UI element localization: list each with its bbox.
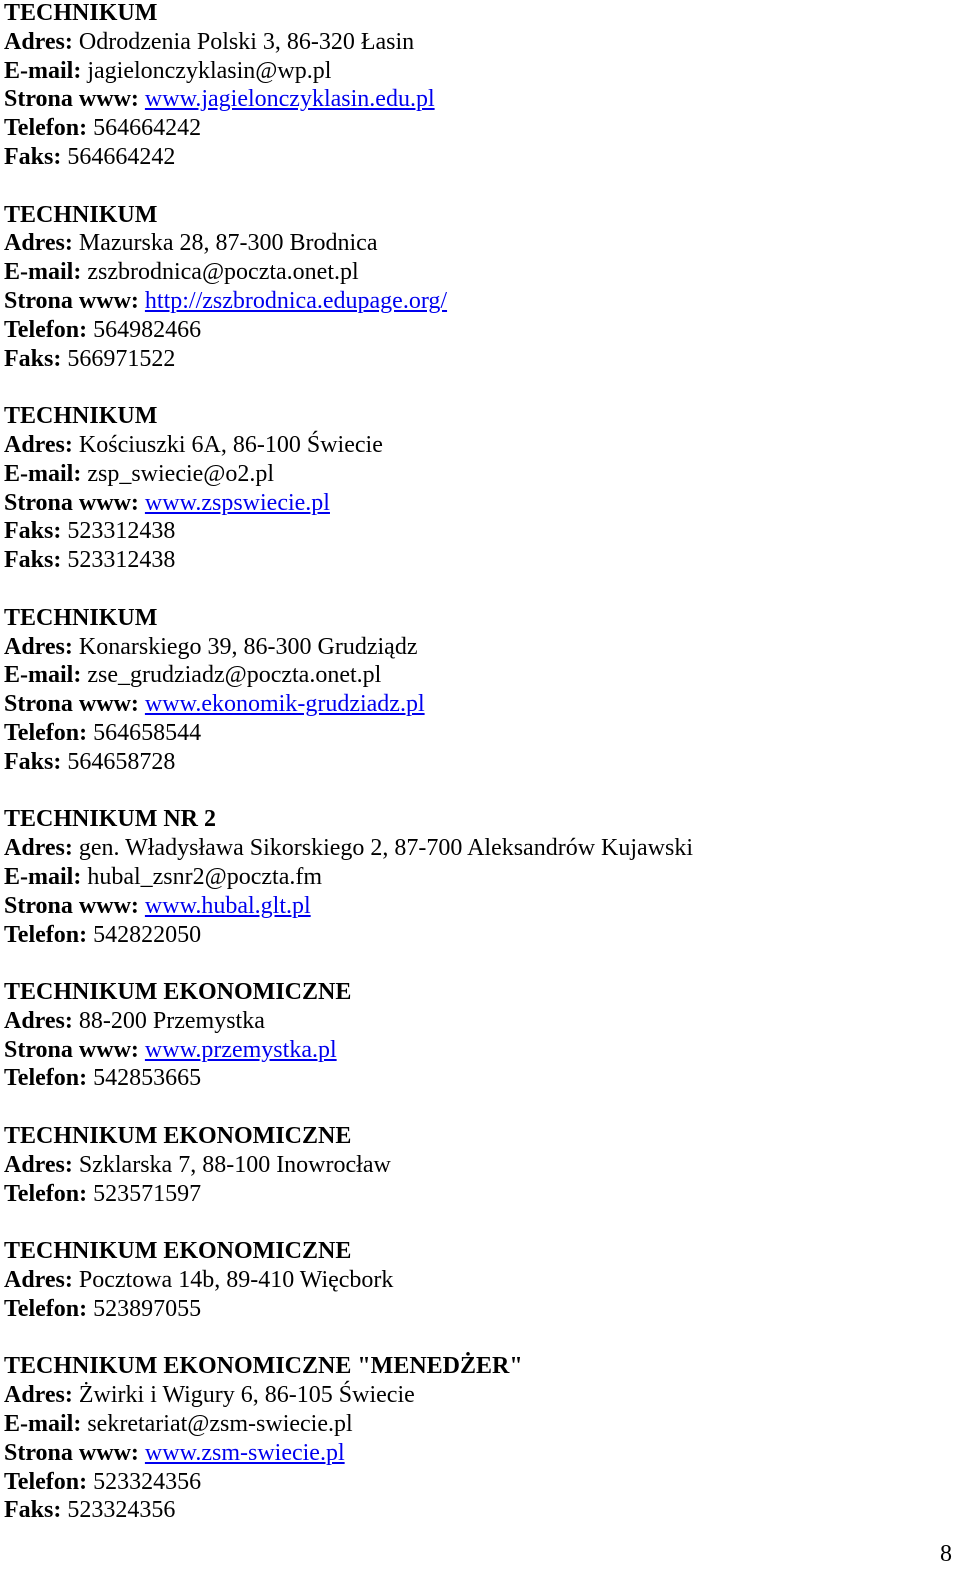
field-value: Żwirki i Wigury 6, 86-105 Świecie — [78, 1382, 415, 1409]
field-value: 564982466 — [93, 316, 202, 343]
school-entry — [4, 1122, 944, 1208]
contact-line — [4, 57, 944, 86]
field-label: Adres: — [4, 230, 73, 257]
field-value: 523571597 — [93, 1180, 202, 1207]
contact-line — [4, 345, 944, 374]
website-link[interactable]: www.hubal.glt.pl — [144, 892, 311, 919]
contact-line — [4, 633, 944, 662]
field-value: 523897055 — [93, 1295, 202, 1322]
field-label: Faks: — [4, 547, 62, 574]
school-entry — [4, 402, 944, 575]
field-label: Faks: — [4, 143, 62, 170]
contact-line — [4, 1266, 944, 1295]
page-number: 8 — [940, 1541, 952, 1567]
contact-line — [4, 229, 944, 258]
website-link[interactable]: www.ekonomik-grudziadz.pl — [144, 691, 425, 718]
school-name: TECHNIKUM EKONOMICZNE — [4, 979, 352, 1006]
field-value: jagielonczyklasin@wp.pl — [87, 57, 332, 84]
contact-line — [4, 748, 944, 777]
school-entry — [4, 805, 944, 949]
contact-line — [4, 489, 944, 518]
contact-line — [4, 28, 944, 57]
field-label: Faks: — [4, 518, 62, 545]
school-name: TECHNIKUM EKONOMICZNE — [4, 1123, 352, 1150]
contact-line — [4, 719, 944, 748]
field-label: Faks: — [4, 748, 62, 775]
field-label: Adres: — [4, 1382, 73, 1409]
contact-line — [4, 316, 944, 345]
contact-line — [4, 1381, 944, 1410]
field-value: 542853665 — [93, 1065, 202, 1092]
field-value: 523312438 — [67, 547, 176, 574]
school-name: TECHNIKUM EKONOMICZNE "MENEDŻER" — [4, 1353, 523, 1380]
field-label: E-mail: — [4, 863, 82, 890]
field-value: 523324356 — [93, 1468, 202, 1495]
field-label: Faks: — [4, 345, 62, 372]
field-label: Adres: — [4, 28, 73, 55]
website-link[interactable]: www.zspswiecie.pl — [144, 489, 330, 516]
school-entry — [4, 0, 944, 172]
contact-line — [4, 114, 944, 143]
field-value: 523312438 — [67, 518, 176, 545]
contact-line — [4, 287, 944, 316]
field-value: Szklarska 7, 88-100 Inowrocław — [78, 1151, 391, 1178]
field-label: Telefon: — [4, 921, 88, 948]
field-label: Strona www: — [4, 1036, 139, 1063]
field-label: Strona www: — [4, 691, 139, 718]
field-label: Telefon: — [4, 1295, 88, 1322]
field-label: Telefon: — [4, 719, 88, 746]
contact-line — [4, 661, 944, 690]
contact-line — [4, 431, 944, 460]
contact-line — [4, 460, 944, 489]
field-label: Strona www: — [4, 489, 139, 516]
contact-line — [4, 1496, 944, 1525]
field-label: Adres: — [4, 633, 73, 660]
field-label: E-mail: — [4, 460, 82, 487]
field-label: Strona www: — [4, 86, 139, 113]
contact-line — [4, 85, 944, 114]
school-name: TECHNIKUM — [4, 403, 158, 430]
field-value: sekretariat@zsm-swiecie.pl — [87, 1411, 353, 1438]
field-value: zse_grudziadz@poczta.onet.pl — [87, 662, 382, 689]
school-entry — [4, 1237, 944, 1323]
contact-line — [4, 143, 944, 172]
field-value: hubal_zsnr2@poczta.fm — [87, 863, 323, 890]
field-value: Konarskiego 39, 86-300 Grudziądz — [78, 633, 418, 660]
field-label: Strona www: — [4, 287, 139, 314]
contact-line — [4, 1468, 944, 1497]
field-label: Telefon: — [4, 316, 88, 343]
field-value: Pocztowa 14b, 89-410 Więcbork — [78, 1267, 394, 1294]
contact-line — [4, 258, 944, 287]
field-label: Adres: — [4, 1151, 73, 1178]
field-value: 566971522 — [67, 345, 176, 372]
website-link[interactable]: www.zsm-swiecie.pl — [144, 1439, 345, 1466]
field-value: 564658544 — [93, 719, 202, 746]
field-label: Telefon: — [4, 1468, 88, 1495]
field-value: 542822050 — [93, 921, 202, 948]
contact-line — [4, 863, 944, 892]
contact-line — [4, 921, 944, 950]
field-value: gen. Władysława Sikorskiego 2, 87-700 Aleksandrów Kujawski — [78, 835, 694, 862]
field-label: E-mail: — [4, 662, 82, 689]
contact-line — [4, 546, 944, 575]
contact-line — [4, 1180, 944, 1209]
field-label: Telefon: — [4, 1065, 88, 1092]
school-name: TECHNIKUM — [4, 604, 158, 631]
field-label: Adres: — [4, 1267, 73, 1294]
field-value: Kościuszki 6A, 86-100 Świecie — [78, 431, 383, 458]
school-entry — [4, 978, 944, 1093]
website-link[interactable]: http://zszbrodnica.edupage.org/ — [144, 287, 448, 314]
school-entry — [4, 604, 944, 777]
school-entry — [4, 201, 944, 374]
field-value: Odrodzenia Polski 3, 86-320 Łasin — [78, 28, 415, 55]
contact-line — [4, 1410, 944, 1439]
school-name: TECHNIKUM NR 2 — [4, 806, 217, 833]
contact-line — [4, 517, 944, 546]
field-label: Telefon: — [4, 1180, 88, 1207]
contact-line — [4, 1439, 944, 1468]
field-value: 564658728 — [67, 748, 176, 775]
school-entry — [4, 1352, 944, 1525]
field-label: E-mail: — [4, 57, 82, 84]
field-label: Faks: — [4, 1497, 62, 1524]
contact-line — [4, 1151, 944, 1180]
field-value: Mazurska 28, 87-300 Brodnica — [78, 230, 378, 257]
field-value: 88-200 Przemystka — [78, 1007, 265, 1034]
field-value: 564664242 — [93, 115, 202, 142]
contact-line — [4, 1036, 944, 1065]
contact-line — [4, 1007, 944, 1036]
field-label: Adres: — [4, 835, 73, 862]
school-name: TECHNIKUM EKONOMICZNE — [4, 1238, 352, 1265]
contact-line — [4, 1295, 944, 1324]
school-directory — [4, 0, 944, 1554]
website-link[interactable]: www.jagielonczyklasin.edu.pl — [144, 86, 435, 113]
field-value: zsp_swiecie@o2.pl — [87, 460, 275, 487]
field-label: Strona www: — [4, 892, 139, 919]
field-value: zszbrodnica@poczta.onet.pl — [87, 259, 359, 286]
school-name: TECHNIKUM — [4, 0, 158, 26]
field-label: E-mail: — [4, 259, 82, 286]
school-name: TECHNIKUM — [4, 201, 158, 228]
contact-line — [4, 892, 944, 921]
field-value: 523324356 — [67, 1497, 176, 1524]
field-label: Strona www: — [4, 1439, 139, 1466]
field-label: Telefon: — [4, 115, 88, 142]
field-label: Adres: — [4, 1007, 73, 1034]
contact-line — [4, 1064, 944, 1093]
field-label: Adres: — [4, 431, 73, 458]
field-label: E-mail: — [4, 1411, 82, 1438]
website-link[interactable]: www.przemystka.pl — [144, 1036, 337, 1063]
contact-line — [4, 690, 944, 719]
field-value: 564664242 — [67, 143, 176, 170]
contact-line — [4, 834, 944, 863]
